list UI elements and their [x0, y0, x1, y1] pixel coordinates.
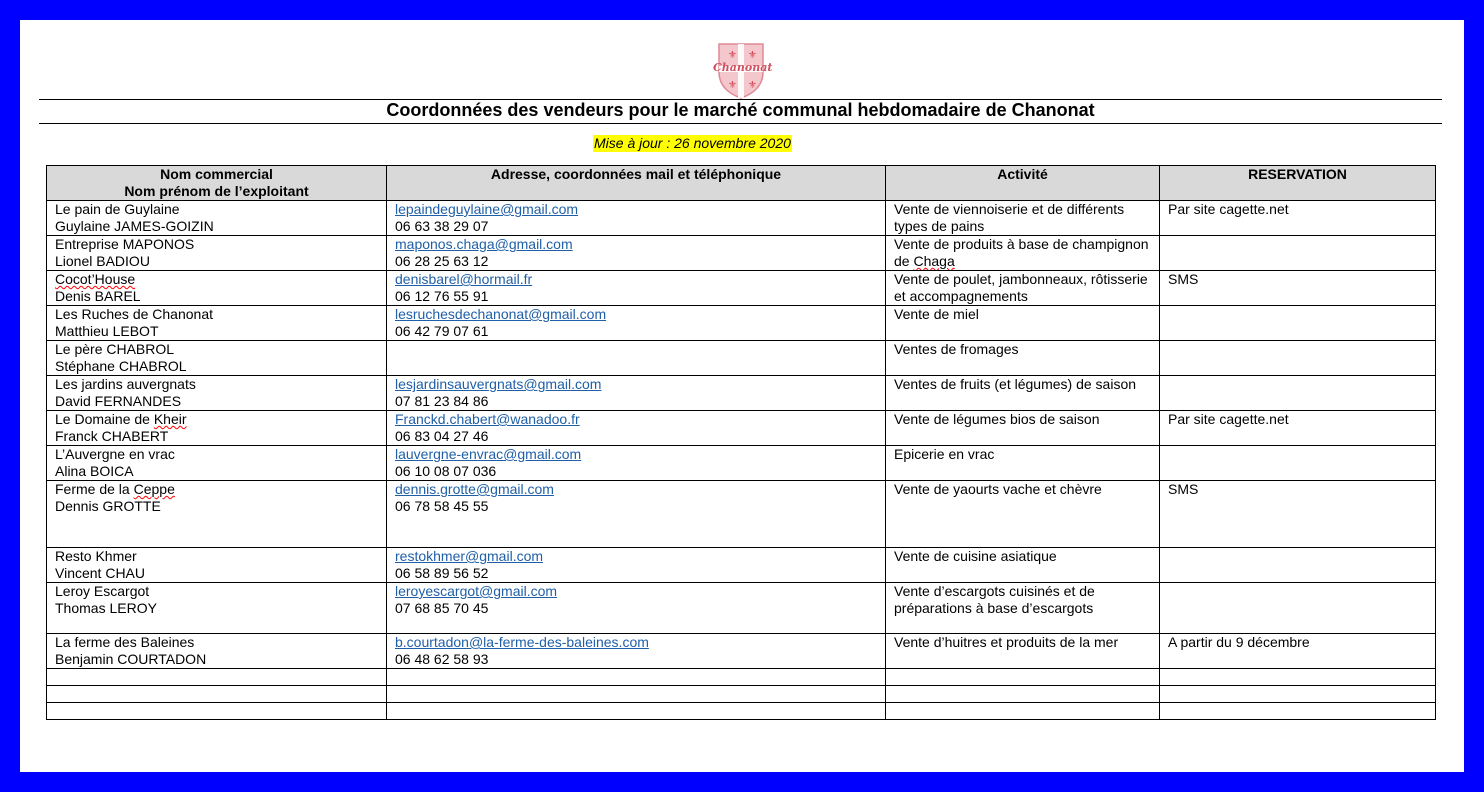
vendor-business-name: Resto Khmer: [55, 548, 137, 564]
empty-cell: [886, 703, 1160, 720]
spellcheck-word: Chaga: [913, 253, 955, 269]
vendor-activity: Ventes de fromages: [894, 341, 1019, 357]
vendor-activity: Vente de yaourts vache et chèvre: [894, 481, 1102, 497]
empty-cell: [886, 669, 1160, 686]
table-row: [47, 271, 1436, 306]
vendor-contact-cell: [387, 411, 886, 446]
vendor-reservation-cell: [1160, 271, 1436, 306]
vendor-phone: 06 48 62 58 93: [395, 651, 489, 667]
logo-wordmark: Chanonat: [713, 61, 773, 74]
vendor-owner-name: Matthieu LEBOT: [55, 323, 159, 339]
vendor-activity-cell: [886, 306, 1160, 341]
vendor-contact-cell: [387, 634, 886, 669]
vendor-owner-name: Franck CHABERT: [55, 428, 169, 444]
vendor-name-cell: [47, 411, 387, 446]
vendor-business-name: Les jardins auvergnats: [55, 376, 196, 392]
vendor-phone: 06 28 25 63 12: [395, 253, 489, 269]
table-row: [47, 583, 1436, 634]
empty-cell: [1160, 703, 1436, 720]
vendor-rows: [47, 201, 1436, 720]
table-row: [47, 411, 1436, 446]
vendor-owner-name: Stéphane CHABROL: [55, 358, 187, 374]
vendor-contact-cell: [387, 446, 886, 481]
table-row: [47, 341, 1436, 376]
vendor-business-name: Le Domaine de Kheir: [55, 411, 187, 427]
vendor-activity-cell: [886, 634, 1160, 669]
vendor-business-name: L’Auvergne en vrac: [55, 446, 175, 462]
vendor-owner-name: Guylaine JAMES-GOIZIN: [55, 218, 214, 234]
vendor-contact-cell: [387, 306, 886, 341]
vendor-business-name: Leroy Escargot: [55, 583, 150, 599]
spellcheck-word: Cocot’House: [55, 271, 136, 287]
vendor-reservation-cell: [1160, 583, 1436, 634]
vendor-name-cell: [47, 376, 387, 411]
vendor-name-cell: [47, 548, 387, 583]
vendor-activity: Vente de cuisine asiatique: [894, 548, 1057, 564]
vendor-business-name: La ferme des Baleines: [55, 634, 195, 650]
table-row: [47, 236, 1436, 271]
empty-cell: [886, 686, 1160, 703]
empty-table-row: [47, 669, 1436, 686]
empty-table-row: [47, 703, 1436, 720]
vendor-activity: Vente de produits à base de champignon de Chaga: [894, 236, 1149, 269]
empty-cell: [47, 669, 387, 686]
vendor-activity-cell: [886, 236, 1160, 271]
vendor-contact-cell: [387, 583, 886, 634]
vendor-name-cell: [47, 271, 387, 306]
spellcheck-word: Ceppe: [133, 481, 175, 497]
vendor-phone: 06 10 08 07 036: [395, 463, 497, 479]
vendor-name-cell: [47, 201, 387, 236]
vendor-contact-cell: [387, 376, 886, 411]
table-header-row: [47, 166, 1436, 201]
vendor-phone: 07 68 85 70 45: [395, 600, 489, 616]
update-date-note: Mise à jour : 26 novembre 2020: [594, 135, 791, 151]
vendor-reservation-cell: [1160, 481, 1436, 548]
vendor-name-cell: [47, 306, 387, 341]
empty-cell: [387, 669, 886, 686]
svg-text:⚜: ⚜: [728, 80, 737, 91]
vendor-contact-cell: [387, 548, 886, 583]
column-header-reservation-label: RESERVATION: [1248, 166, 1347, 182]
vendor-email-link[interactable]: denisbarel@hormail.fr: [395, 271, 533, 287]
vendor-owner-name: Vincent CHAU: [55, 565, 146, 581]
vendor-email-link[interactable]: lesruchesdechanonat@gmail.com: [395, 306, 607, 322]
vendor-contact-cell: [387, 481, 886, 548]
vendor-reservation: A partir du 9 décembre: [1168, 634, 1310, 650]
vendor-reservation: SMS: [1168, 481, 1199, 497]
vendor-activity: Vente d’huitres et produits de la mer: [894, 634, 1119, 650]
vendor-reservation-cell: [1160, 548, 1436, 583]
vendor-contact-cell: [387, 271, 886, 306]
vendor-business-name: [55, 271, 378, 288]
vendor-business-name: Entreprise MAPONOS: [55, 236, 195, 252]
table-row: [47, 446, 1436, 481]
document-page: [20, 20, 1464, 772]
vendor-phone: 06 58 89 56 52: [395, 565, 489, 581]
empty-cell: [47, 686, 387, 703]
vendor-name-cell: [47, 446, 387, 481]
table-row: [47, 376, 1436, 411]
vendor-activity-cell: [886, 271, 1160, 306]
vendor-email-link[interactable]: leroyescargot@gmail.com: [395, 583, 558, 599]
vendor-activity-cell: [886, 548, 1160, 583]
vendor-reservation: Par site cagette.net: [1168, 411, 1289, 427]
vendor-owner-name: Alina BOICA: [55, 463, 134, 479]
vendor-activity-cell: [886, 446, 1160, 481]
vendor-contact-cell: [387, 236, 886, 271]
vendor-activity: Vente de poulet, jambonneaux, rôtisserie et accompagnements: [894, 271, 1148, 304]
vendor-reservation-cell: [1160, 306, 1436, 341]
vendor-reservation-cell: [1160, 201, 1436, 236]
vendor-reservation-cell: [1160, 446, 1436, 481]
vendors-table: [46, 165, 1436, 720]
vendor-email-link[interactable]: dennis.grotte@gmail.com: [395, 481, 554, 497]
vendor-name-cell: [47, 341, 387, 376]
table-row: [47, 481, 1436, 548]
vendor-activity: Epicerie en vrac: [894, 446, 995, 462]
column-header-activity: [886, 166, 1160, 201]
column-header-contact: [387, 166, 886, 201]
vendor-phone: 06 12 76 55 91: [395, 288, 489, 304]
empty-cell: [1160, 669, 1436, 686]
table-row: [47, 634, 1436, 669]
table-row: [47, 548, 1436, 583]
vendor-activity-cell: [886, 376, 1160, 411]
vendor-phone: 06 78 58 45 55: [395, 498, 489, 514]
vendor-activity: Vente de viennoiserie et de différents types de pains: [894, 201, 1125, 234]
vendor-name-cell: [47, 236, 387, 271]
vendor-reservation: SMS: [1168, 271, 1199, 287]
column-header-activity-label: Activité: [997, 166, 1048, 182]
spellcheck-word: Kheir: [153, 411, 187, 427]
vendor-activity: Vente d’escargots cuisinés et de préparations à base d’escargots: [894, 583, 1095, 616]
vendor-email-link[interactable]: lesjardinsauvergnats@gmail.com: [395, 376, 602, 392]
vendor-activity-cell: [886, 411, 1160, 446]
vendor-phone: 07 81 23 84 86: [395, 393, 489, 409]
vendor-owner-name: Lionel BADIOU: [55, 253, 150, 269]
svg-text:⚜: ⚜: [748, 50, 757, 61]
vendor-activity: Ventes de fruits (et légumes) de saison: [894, 376, 1137, 392]
column-header-contact-label: Adresse, coordonnées mail et téléphonique: [490, 166, 782, 182]
svg-text:⚜: ⚜: [728, 50, 737, 61]
vendor-owner-name: Benjamin COURTADON: [55, 651, 207, 667]
vendor-phone: 06 83 04 27 46: [395, 428, 489, 444]
vendor-contact-cell: [387, 201, 886, 236]
vendor-reservation-cell: [1160, 411, 1436, 446]
vendor-email-link[interactable]: lauvergne-envrac@gmail.com: [395, 446, 582, 462]
title-bottom-rule: [39, 123, 1442, 124]
column-header-name-line2: Nom prénom de l’exploitant: [124, 183, 309, 199]
vendor-reservation-cell: [1160, 634, 1436, 669]
vendor-business-name: Les Ruches de Chanonat: [55, 306, 213, 322]
vendor-owner-name: Denis BAREL: [55, 288, 141, 304]
vendor-owner-name: Dennis GROTTE: [55, 498, 161, 514]
vendor-owner-name: Thomas LEROY: [55, 600, 157, 616]
vendor-activity-cell: [886, 201, 1160, 236]
vendor-activity-cell: [886, 583, 1160, 634]
empty-cell: [47, 703, 387, 720]
vendor-reservation-cell: [1160, 236, 1436, 271]
vendor-activity: Vente de miel: [894, 306, 979, 322]
svg-text:⚜: ⚜: [748, 80, 757, 91]
vendor-name-cell: [47, 481, 387, 548]
table-row: [47, 201, 1436, 236]
vendor-activity: Vente de légumes bios de saison: [894, 411, 1100, 427]
empty-table-row: [47, 686, 1436, 703]
vendor-email-link[interactable]: restokhmer@gmail.com: [395, 548, 544, 564]
vendor-contact-cell: [387, 341, 886, 376]
vendor-email-link[interactable]: maponos.chaga@gmail.com: [395, 236, 573, 252]
vendor-email-link[interactable]: Franckd.chabert@wanadoo.fr: [395, 411, 580, 427]
column-header-name: [47, 166, 387, 201]
empty-cell: [387, 686, 886, 703]
vendor-business-name: Le pain de Guylaine: [55, 201, 180, 217]
vendor-phone: 06 42 79 07 61: [395, 323, 489, 339]
vendor-activity-cell: [886, 341, 1160, 376]
vendor-email-link[interactable]: lepaindeguylaine@gmail.com: [395, 201, 579, 217]
empty-cell: [387, 703, 886, 720]
vendor-business-name: Le père CHABROL: [55, 341, 175, 357]
chanonat-logo: [713, 42, 773, 100]
vendor-reservation-cell: [1160, 341, 1436, 376]
vendor-activity-cell: [886, 481, 1160, 548]
vendor-owner-name: David FERNANDES: [55, 393, 182, 409]
column-header-reservation: [1160, 166, 1436, 201]
vendor-phone: 06 63 38 29 07: [395, 218, 489, 234]
vendor-email-link[interactable]: b.courtadon@la-ferme-des-baleines.com: [395, 634, 649, 650]
vendor-name-cell: [47, 583, 387, 634]
column-header-name-line1: Nom commercial: [160, 166, 273, 182]
page-title: Coordonnées des vendeurs pour le marché communal hebdomadaire de Chanonat: [386, 100, 1095, 120]
vendor-reservation-cell: [1160, 376, 1436, 411]
table-row: [47, 306, 1436, 341]
empty-cell: [1160, 686, 1436, 703]
vendor-name-cell: [47, 634, 387, 669]
vendor-business-name: Ferme de la Ceppe: [55, 481, 175, 497]
vendor-reservation: Par site cagette.net: [1168, 201, 1289, 217]
